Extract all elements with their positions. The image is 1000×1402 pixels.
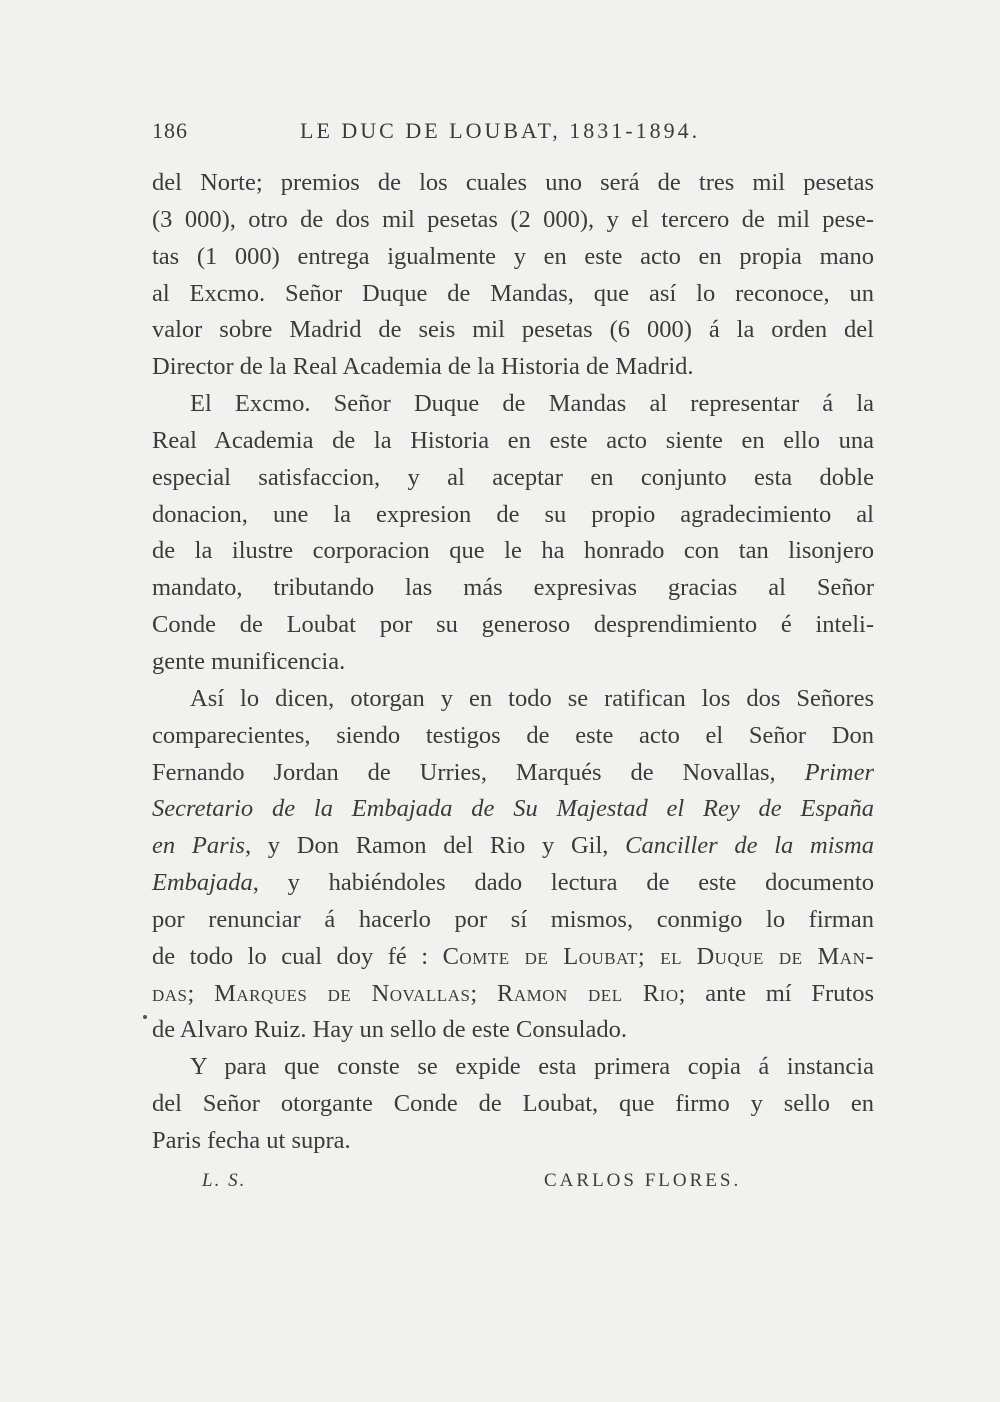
text-line: especial satisfaccion, y al aceptar en conjunto esta doble [152,463,874,491]
small-caps-name: Ramon del Rio [496,979,679,1007]
text-line [152,976,874,1013]
page-header [152,118,874,148]
text-segment: Fernando Jordan de Urries, Marqués de Novallas, [152,758,776,786]
small-caps-name: Comte de Loubat [442,942,638,970]
italic-text: en Paris [152,832,245,860]
text-line [152,828,874,865]
text-line: Paris fecha ut supra. [152,1126,351,1154]
italic-text: Canciller de la misma [625,832,875,860]
signature-block [152,1170,874,1200]
italic-text: Secretario de la Embajada de Su Majestad el Rey de España [152,795,874,823]
seal-mark: L. S. [202,1170,247,1191]
text-line: donacion, une la expresion de su propio agradecimiento al [152,500,874,528]
text-line: comparecientes, siendo testigos de este acto el Señor Don [152,721,874,749]
text-line: por renunciar á hacerlo por sí mismos, conmigo lo firman [152,905,874,933]
text-line: Real Academia de la Historia en este acto siente en ello una [152,426,874,454]
text-line: El Excmo. Señor Duque de Mandas al representar á la [190,390,874,418]
text-line: Conde de Loubat por su generoso desprendimiento é inteli- [152,611,874,639]
text-line: tas (1 000) entrega igualmente y en este acto en propia mano [152,242,874,270]
signatory-name: CARLOS FLORES. [544,1170,742,1191]
text-line: Así lo dicen, otorgan y en todo se ratifican los dos Señores [190,684,874,712]
text-segment: , y Don Ramon del Rio y Gil, [244,832,609,860]
small-caps-name: Marques de Novallas [214,979,471,1007]
text-line [152,865,874,902]
small-caps-name: das [152,979,188,1007]
text-line: de la ilustre corporacion que le ha honrado con tan lisonjero [152,537,874,565]
text-segment: ; ante mí Frutos [678,979,875,1007]
text-segment: ; el [637,942,682,970]
text-line [152,791,874,828]
text-segment: , y habiéndoles dado lectura de este documento [252,869,874,897]
text-line: del Señor otorgante Conde de Loubat, que firmo y sello en [152,1090,874,1118]
body-text [152,165,874,1160]
text-line: gente munificencia. [152,647,346,675]
text-line: Director de la Real Academia de la Historia de Madrid. [152,353,694,381]
italic-text: Primer [804,758,874,786]
italic-text: Embajada [152,869,253,897]
text-line: valor sobre Madrid de seis mil pesetas (6 000) á la orden del [152,316,874,344]
text-line [152,755,874,792]
text-segment: ; [470,979,478,1007]
text-line: de Alvaro Ruiz. Hay un sello de este Consulado. [152,1016,627,1044]
running-head: LE DUC DE LOUBAT, 1831-1894. [300,118,701,143]
text-segment: ; [187,979,195,1007]
small-caps-name: Duque de Man- [696,942,875,970]
text-line: Y para que conste se expide esta primera copia á instancia [190,1053,874,1081]
text-line [152,939,874,976]
page-number: 186 [152,118,188,143]
text-segment: de todo lo cual doy fé : [152,942,429,970]
margin-mark [143,1015,147,1019]
text-line: mandato, tributando las más expresivas gracias al Señor [152,574,874,602]
text-line: (3 000), otro de dos mil pesetas (2 000), y el tercero de mil pese- [152,205,874,233]
text-line: del Norte; premios de los cuales uno será de tres mil pesetas [152,169,874,196]
text-line: al Excmo. Señor Duque de Mandas, que así lo reconoce, un [152,279,874,307]
